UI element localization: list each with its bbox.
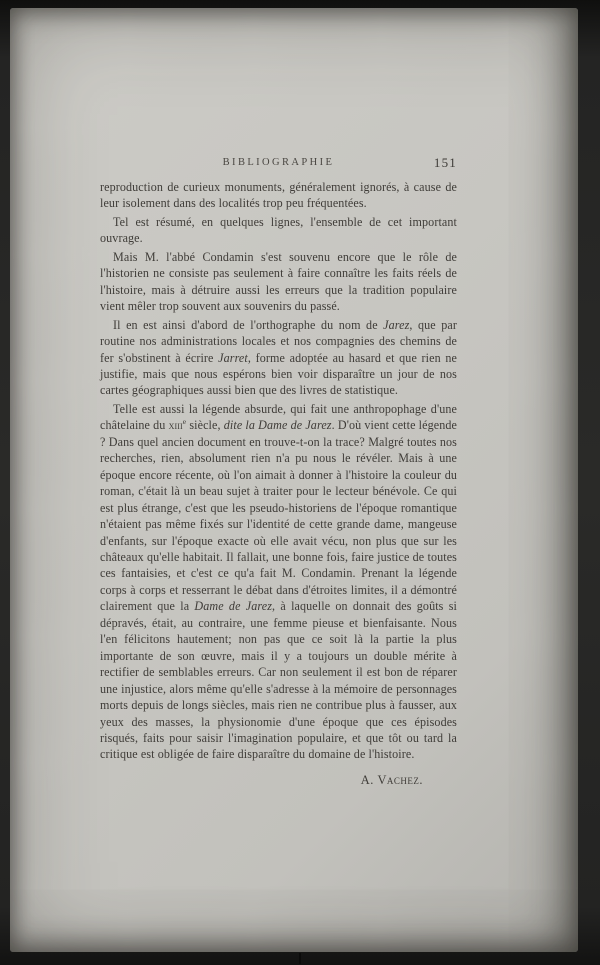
text-run: Dame de Jarez xyxy=(194,599,273,614)
paragraph xyxy=(100,249,457,315)
text-run: . D'où vient cette légende ? Dans quel ancien document en trouve-t-on la trace? Malgré toutes nos recherches, rien, absolument rien n'a pu nous le révéler. Mais à une époque encore récente, où l'on aimait à donner à l'histoire la couleur du roman, c'était là un beau sujet à traiter pour le lecteur bénévole. Ce qui est plus étrange, c'est que les pseudo-historiens de l'époque romantique n'étaient pas même fixés sur l'identité de cette grande dame, mangeuse d'enfants, sur l'époque exacte où elle avait vécu, non plus que sur les châteaux qu'elle habitait. Il fallait, une bonne fois, faire justice de toutes ces fantaisies, et c'est ce qu'a fait M. Condamin. Prenant la légende corps à corps et resserrant le débat dans d'étroites limites, il a démontré clairement que la xyxy=(100,418,457,614)
text-run: A. xyxy=(360,772,378,787)
text-run: Telle est aussi la légende absurde, qui fait une anthropophage d'une châtelaine du xyxy=(100,401,457,433)
paragraph-container xyxy=(100,179,457,763)
text-run: dite la Dame de Jarez xyxy=(223,418,332,433)
text-run: , à laquelle on donnait des goûts si dépravés, était, au contraire, une femme pieuse et bienfaisante. Nous l'en félicitons hautement; non pas que ce soit là la partie la plus importante de son œuvre, mais il y a toujours un double mérite à rectifier de semblables erreurs. Car non seulement il est bon de réparer une injustice, alors même qu'elle s'adresse à la mémoire de personnages morts depuis de longs siècles, mais rien ne contribue plus à fausser, aux yeux des masses, la physionomie d'une époque que ces épisodes risqués, faits pour saisir l'imagination populaire, et que tôt ou tard la critique est obligée de faire disparaître du domaine de l'histoire. xyxy=(100,599,457,762)
text-run: reproduction de curieux monuments, généralement ignorés, à cause de leur isolement dans des localités trop peu fréquentées. xyxy=(100,180,457,211)
paragraph xyxy=(100,401,457,763)
text-run: siècle, xyxy=(186,418,224,433)
text-run: Mais M. l'abbé Condamin s'est souvenu encore que le rôle de l'historien ne consiste pas seulement à faire connaître les faits réels de l'histoire, mais à détruire aussi les erreurs que la tradition populaire vient mêler trop souvent aux souvenirs du passé. xyxy=(100,249,457,314)
running-title: BIBLIOGRAPHIE xyxy=(222,157,335,168)
paragraph xyxy=(100,179,457,212)
text-run: Jarez xyxy=(383,317,410,332)
scan-gutter-mark xyxy=(299,953,301,964)
text-run: e xyxy=(182,417,187,427)
text-run: Jarret xyxy=(218,350,248,365)
paragraph xyxy=(100,317,457,399)
text-run: Vachez. xyxy=(377,772,423,787)
text-run: xiii xyxy=(168,418,183,433)
text-run: , forme adoptée au hasard et que rien ne justifie, mais que nous espérons bien voir disparaître un jour de nos cartes géographiques aussi bien que des livres de statistique. xyxy=(100,350,457,398)
author-signature xyxy=(100,772,457,788)
page-number: 151 xyxy=(433,155,457,170)
page-header xyxy=(100,157,457,175)
text-run: Il en est ainsi d'abord de l'orthographe du nom de xyxy=(113,317,384,332)
paragraph xyxy=(100,214,457,247)
text-run: , que par routine nos administrations locales et nos compagnies des chemins de fer s'obstinent à écrire xyxy=(100,317,457,365)
text-run: Tel est résumé, en quelques lignes, l'ensemble de cet important ouvrage. xyxy=(100,214,457,246)
text-block xyxy=(100,179,457,788)
book-page xyxy=(10,8,578,952)
